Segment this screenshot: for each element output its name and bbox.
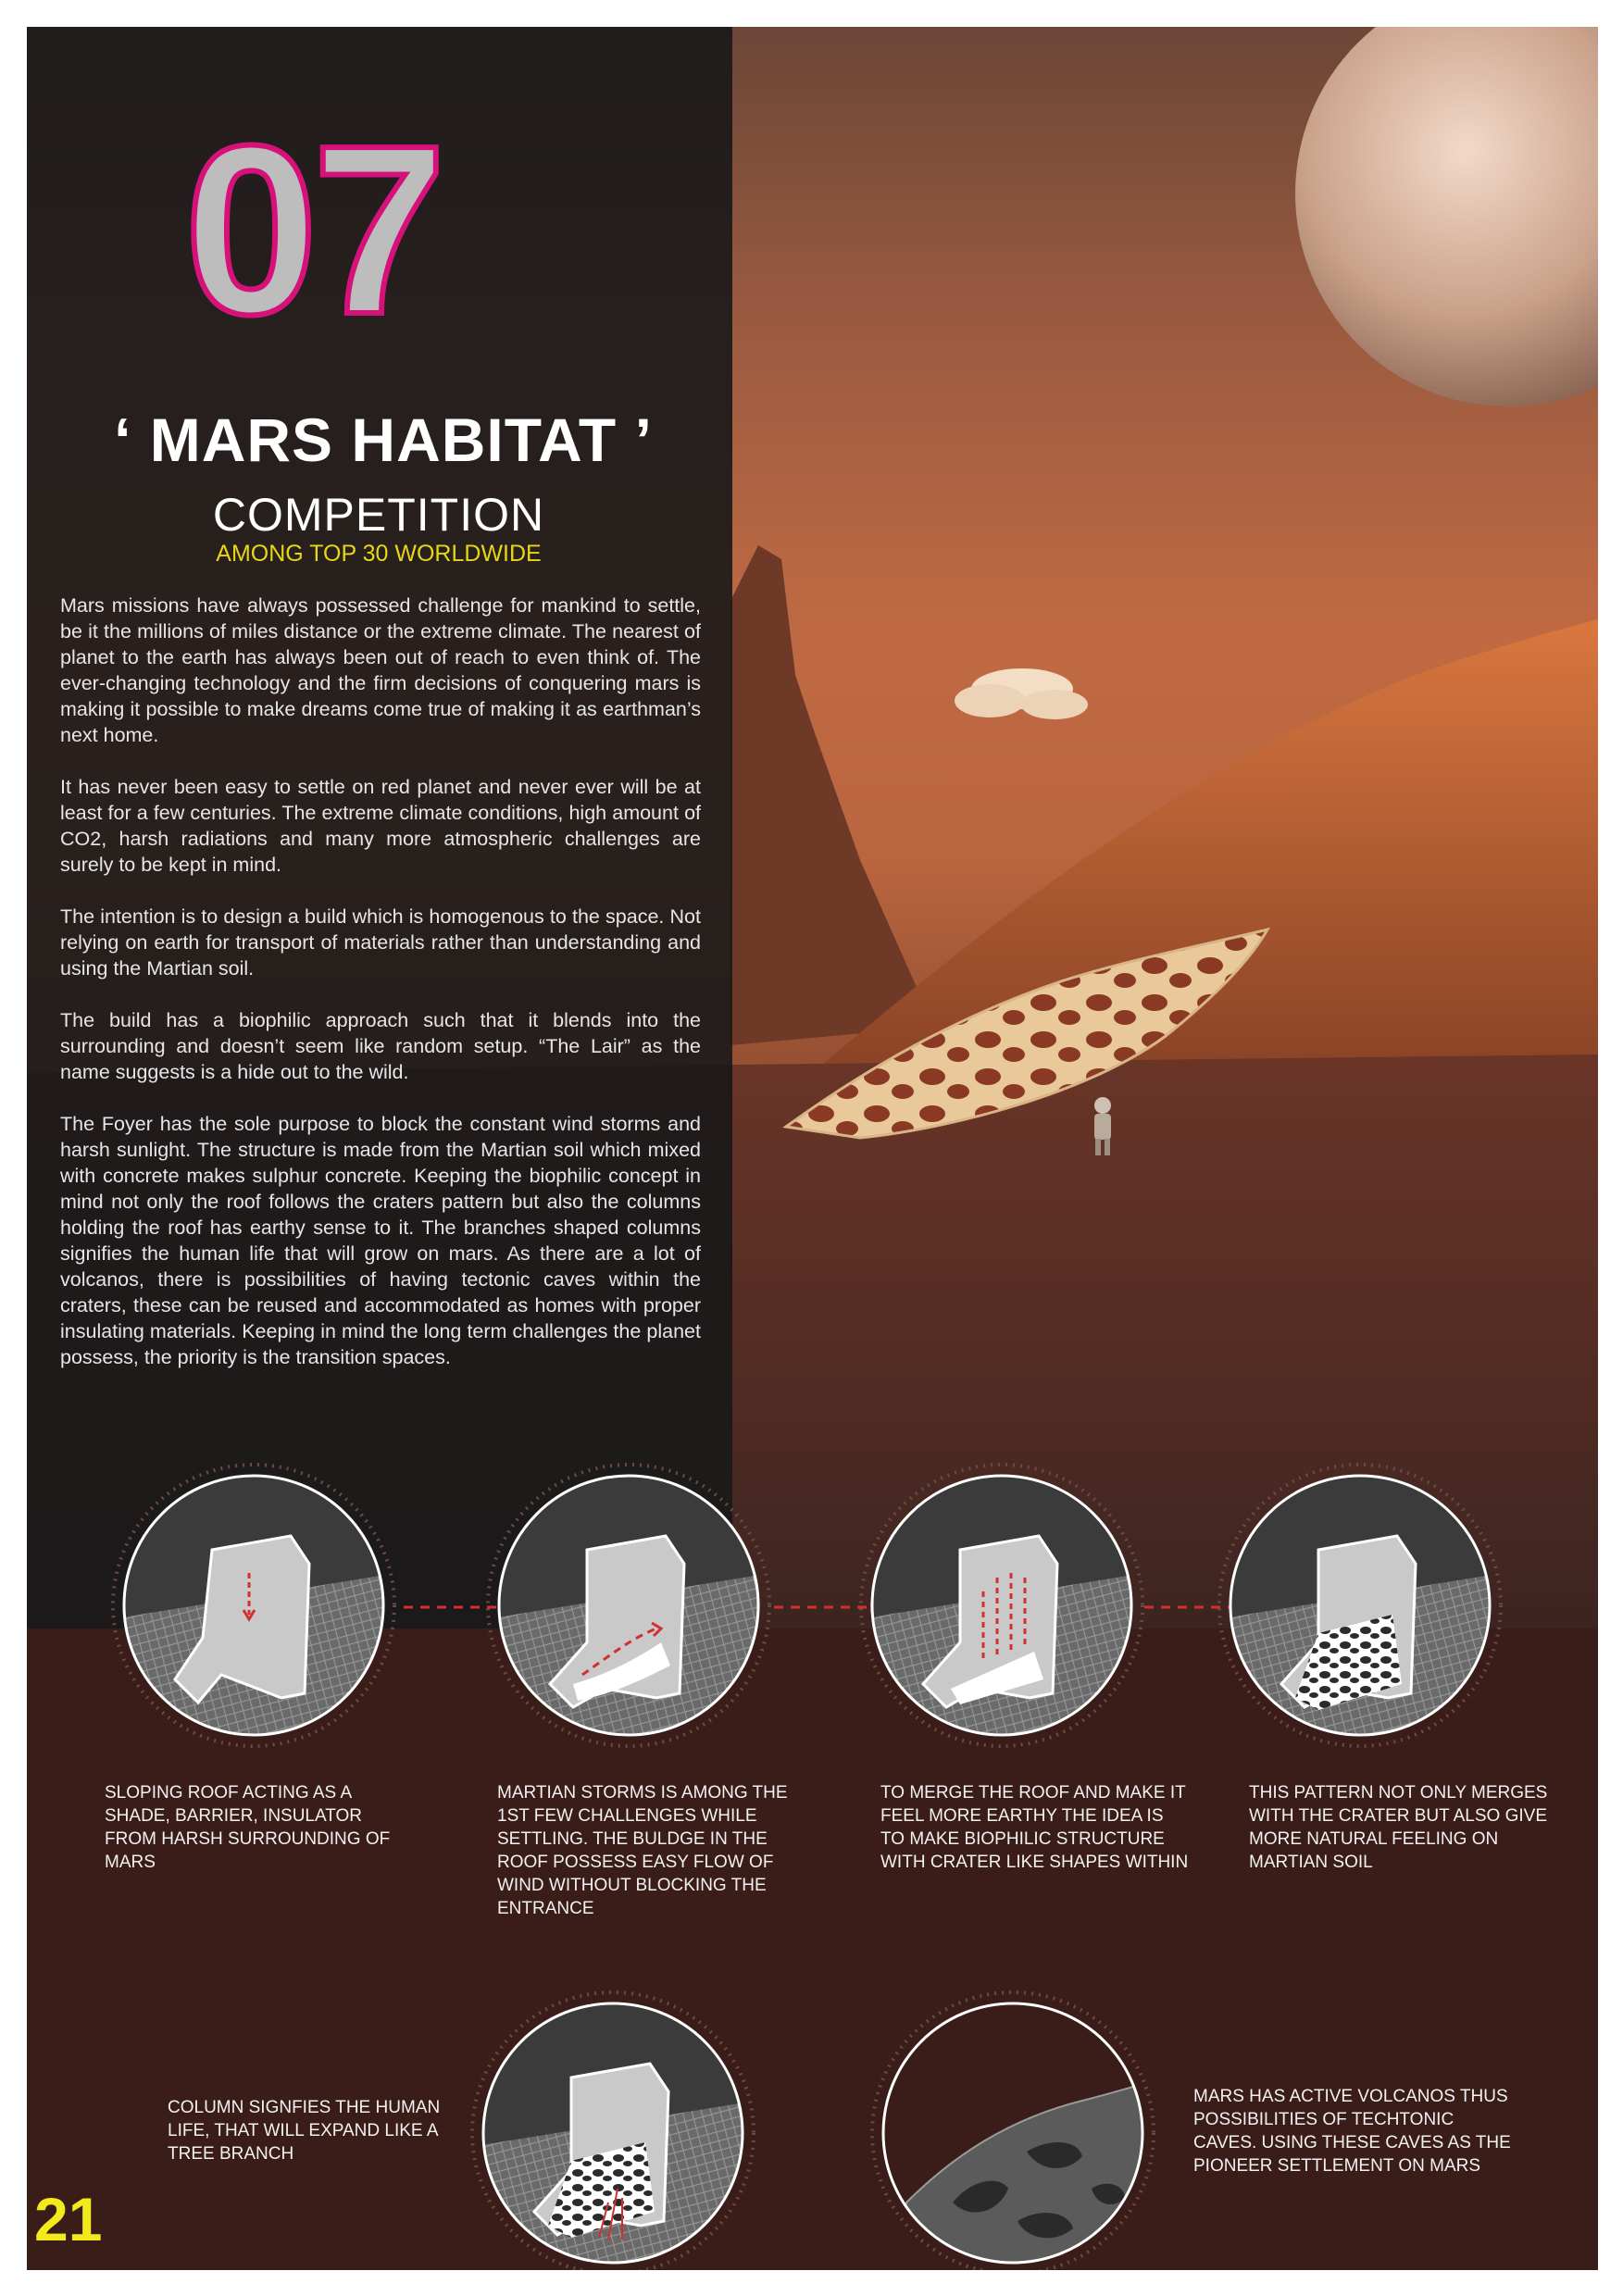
tagline: AMONG TOP 30 WORLDWIDE <box>216 541 542 567</box>
diagram-tectonic-caves <box>869 1990 1156 2270</box>
caption-branch-column: COLUMN SIGNFIES THE HUMAN LIFE, THAT WILL EXPAND LIKE A TREE BRANCH <box>168 2098 441 2164</box>
diagram-crater-pattern <box>1217 1462 1504 1749</box>
cloud <box>955 668 1088 719</box>
diagram-sloping-roof <box>110 1462 397 1749</box>
page-title: ‘ MARS HABITAT ’ <box>114 406 653 474</box>
caption-tectonic-caves: MARS HAS ACTIVE VOLCANOS THUS POSSIBILITIES OF TECHTONIC CAVES. USING THESE CAVES AS THE PIONEER SETTLEMENT ON MARS <box>1193 2087 1511 2176</box>
page-subtitle: COMPETITION <box>212 489 545 541</box>
paragraph: The Foyer has the sole purpose to block the constant wind storms and harsh sunlight. The structure is made from the Martian soil which mixed with concrete makes sulphur concrete. Keeping the biophilic concept in mind not only the roof follows the craters pattern but also the columns holding the roof has earthy sense to it. The branches shaped columns signifies the human life that will grow on mars. As there are a lot of volcanos, there is possibilities of having tectonic caves within the craters, these can be reused and accommodated as homes with proper insulating materials. Keeping in mind the long term challenges the planet possess, the priority is the transition spaces. <box>60 1113 701 1368</box>
paragraph: It has never been easy to settle on red planet and never ever will be at least for a few centuries. The extreme climate conditions, high amount of CO2, harsh radiations and many more atmospheric challenges are surely to be kept in mind. <box>60 776 701 876</box>
poster <box>27 27 1598 2270</box>
diagram-biophilic-merge <box>858 1462 1145 1749</box>
diagram-storm-bulge <box>485 1462 772 1749</box>
paragraph: The build has a biophilic approach such that it blends into the surrounding and doesn’t seem like random setup. “The Lair” as the name suggests is a hide out to the wild. <box>60 1009 701 1083</box>
caption-biophilic-merge: TO MERGE THE ROOF AND MAKE IT FEEL MORE EARTHY THE IDEA IS TO MAKE BIOPHILIC STRUCTURE WITH CRATER LIKE SHAPES WITHIN <box>880 1783 1189 1872</box>
body-text <box>60 593 701 1396</box>
caption-sloping-roof: SLOPING ROOF ACTING AS A SHADE, BARRIER, INSULATOR FROM HARSH SURROUNDING OF MARS <box>105 1783 391 1872</box>
section-number: 07 <box>184 96 442 365</box>
planet-illustration <box>1295 27 1598 406</box>
caption-storm-bulge: MARTIAN STORMS IS AMONG THE 1ST FEW CHALLENGES WHILE SETTLING. THE BULDGE IN THE ROOF POSSESS EASY FLOW OF WIND WITHOUT BLOCKING THE ENTRANCE <box>497 1783 788 1918</box>
paragraph: Mars missions have always possessed challenge for mankind to settle, be it the millions of miles distance or the extreme climate. The nearest of planet to the earth has always been out of reach to even think of. The ever-changing technology and the firm decisions of conquering mars is making it possible to make dreams come true of making it as earthman’s next home. <box>60 594 701 746</box>
text-panel <box>27 27 732 1628</box>
page-number: 21 <box>34 2185 103 2253</box>
caption-crater-pattern: THIS PATTERN NOT ONLY MERGES WITH THE CRATER BUT ALSO GIVE MORE NATURAL FEELING ON MARTIAN SOIL <box>1249 1783 1548 1872</box>
rock-spire <box>730 545 934 1045</box>
paragraph: The intention is to design a build which is homogenous to the space. Not relying on earth for transport of materials rather than understanding and using the Martian soil. <box>60 905 701 980</box>
diagram-branch-column <box>469 1990 756 2270</box>
